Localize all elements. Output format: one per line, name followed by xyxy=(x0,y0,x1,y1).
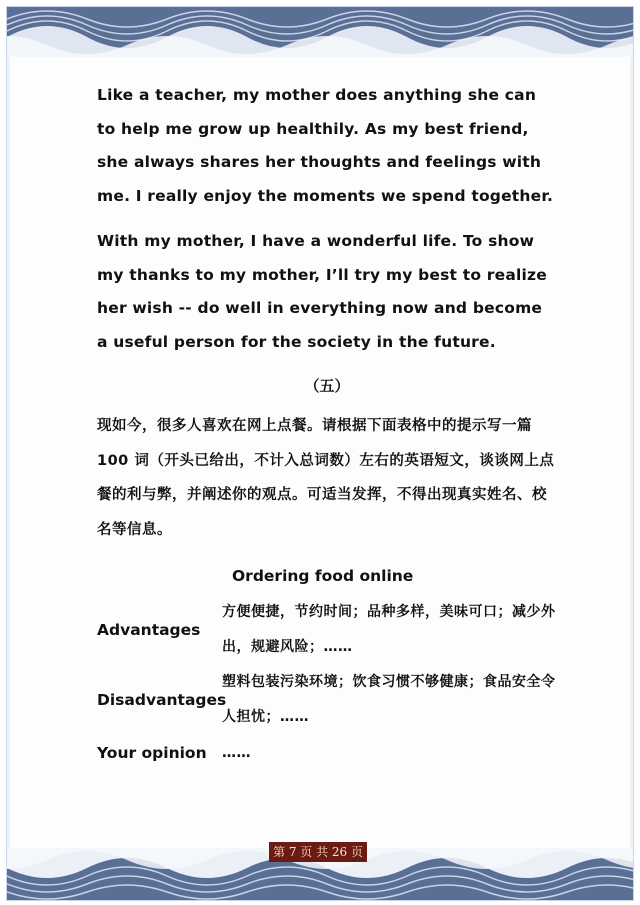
row-label-advantages: Advantages xyxy=(97,621,201,639)
essay-paragraph-1: Like a teacher, my mother does anything she can to help me grow up healthily. As my best friend, she always shares her thoughts and feelings with me. I really enjoy the moments we spend together. xyxy=(97,86,554,205)
writing-prompt: 现如今，很多人喜欢在网上点餐。请根据下面表格中的提示写一篇 100 词（开头已给出，不计入总词数）左右的英语短文，谈谈网上点餐的利与弊，并阐述你的观点。可适当发挥，不得出现真实姓名、校名等信息。 xyxy=(97,418,555,538)
row-label-opinion: Your opinion xyxy=(97,744,207,762)
row-content-disadvantages: 塑料包装污染环境；饮食习惯不够健康；食品安全令人担忧；…… xyxy=(222,674,556,725)
row-content-opinion: …… xyxy=(222,744,251,761)
essay-paragraph-2: With my mother, I have a wonderful life. To show my thanks to my mother, I’ll try my best to realize her wish -- do well in everything now and become a useful person for the society in the future. xyxy=(97,232,547,351)
table-row xyxy=(97,595,557,665)
page-number: 第 7 页 共 26 页 xyxy=(269,842,367,862)
table-title: Ordering food online xyxy=(232,567,414,585)
table-row xyxy=(97,665,557,735)
content-area xyxy=(97,79,557,771)
row-label-disadvantages: Disadvantages xyxy=(97,691,227,709)
table-row xyxy=(97,735,557,771)
row-content-advantages: 方便便捷，节约时间；品种多样，美味可口；减少外出，规避风险；…… xyxy=(222,604,556,655)
document-page xyxy=(6,6,634,901)
top-wave-border xyxy=(7,7,633,57)
section-heading: （五） xyxy=(304,377,350,395)
